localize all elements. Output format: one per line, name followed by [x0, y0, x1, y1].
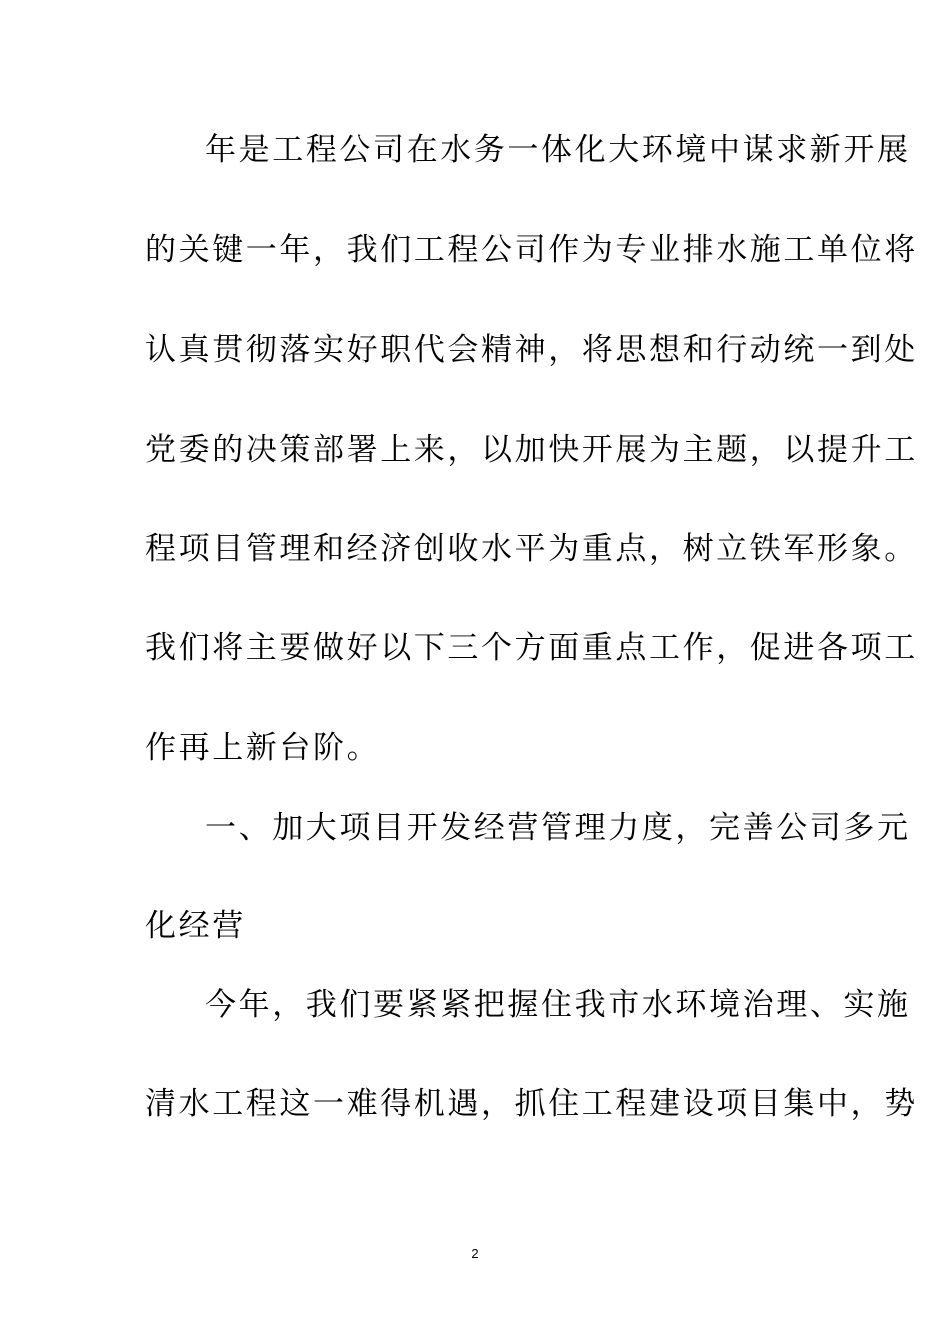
- paragraph-line: 清水工程这一难得机遇，抓住工程建设项目集中，势: [145, 1086, 918, 1122]
- paragraph-line: 党委的决策部署上来，以加快开展为主题，以提升工: [145, 432, 918, 468]
- paragraph-line: 认真贯彻落实好职代会精神，将思想和行动统一到处: [145, 332, 918, 368]
- paragraph-line: 作再上新台阶。: [145, 730, 381, 766]
- paragraph-line: 的关键一年，我们工程公司作为专业排水施工单位将: [145, 232, 918, 268]
- page-number: 2: [471, 1246, 479, 1261]
- section-heading-line: 化经营: [145, 908, 246, 944]
- paragraph-line: 程项目管理和经济创收水平为重点，树立铁军形象。: [145, 531, 918, 567]
- paragraph-line: 年是工程公司在水务一体化大环境中谋求新开展: [205, 132, 911, 168]
- paragraph-line: 今年，我们要紧紧把握住我市水环境治理、实施: [205, 987, 911, 1023]
- section-heading-line: 一、加大项目开发经营管理力度，完善公司多元: [205, 810, 911, 846]
- paragraph-line: 我们将主要做好以下三个方面重点工作，促进各项工: [145, 630, 918, 666]
